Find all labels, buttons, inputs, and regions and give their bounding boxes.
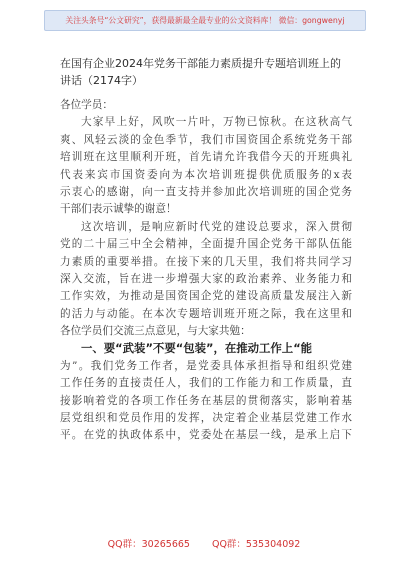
section-heading: 一、要“武装”不要“包装”，在推动工作上“能 — [81, 341, 313, 356]
paragraph-line: 干部们表示诚挚的谢意！ — [60, 203, 177, 216]
salutation: 各位学员： — [60, 99, 113, 111]
paragraph-line: 示衷心的感谢，向一直支持并参加此次培训班的国企党务 — [60, 185, 352, 198]
paragraph-line: 深入交流，旨在进一步增强大家的政治素养、业务能力和 — [60, 272, 352, 285]
title-line-2: 讲话（2174字） — [60, 74, 143, 87]
paragraph-line: 为”。我们党务工作者，是党委具体承担指导和组织党建 — [60, 359, 352, 372]
paragraph-line: 培训班在这里顺利开班，首先请允许我借今天的开班典礼 — [60, 151, 352, 164]
paragraph-line: 力素质的重要举措。在接下来的几天里，我们将共同学习 — [60, 255, 352, 268]
document-body — [60, 97, 352, 445]
document-title — [60, 55, 360, 89]
footer-contact — [0, 536, 408, 550]
paragraph-line: 平。在党的执政体系中，党委处在基层一线，是承上启下 — [60, 429, 352, 442]
paragraph-line: 爽、风轻云淡的金色季节，我们市国资国企系统党务干部 — [60, 133, 352, 146]
header-banner: 关注头条号“公文研究”，获得最新最全最专业的公文资料库！ 微信：gongwenyj — [44, 10, 366, 31]
paragraph-line: 各位学员们交流三点意见，与大家共勉： — [60, 325, 251, 338]
paragraph-line: 大家早上好，风吹一片叶，万物已惊秋。在这秋高气 — [81, 116, 352, 129]
qq-group-1: QQ群：30265665 — [107, 539, 190, 550]
paragraph-line: 代表来宾市国资委向为本次培训班提供优质服务的x表 — [60, 168, 352, 181]
paragraph-line: 这次培训，是响应新时代党的建设总要求，深入贯彻 — [81, 220, 352, 233]
paragraph-line: 接影响着党的各项工作任务在基层的贯彻落实，影响着基 — [60, 394, 352, 407]
paragraph-line: 党的二十届三中全会精神，全面提升国企党务干部队伍能 — [60, 238, 352, 251]
title-line-1: 在国有企业2024年党务干部能力素质提升专题培训班上的 — [60, 57, 341, 70]
paragraph-line: 的活力与动能。在本次专题培训班开班之际，我在这里和 — [60, 307, 352, 320]
paragraph-line: 层党组织和党员作用的发挥，决定着企业基层党建工作水 — [60, 412, 352, 425]
qq-group-2: QQ群：535304092 — [211, 539, 301, 550]
paragraph-line: 工作实效，为推动是国资国企党的建设高质量发展注入新 — [60, 290, 352, 303]
paragraph-line: 工作任务的直接责任人，我们的工作能力和工作质量，直 — [60, 377, 352, 390]
